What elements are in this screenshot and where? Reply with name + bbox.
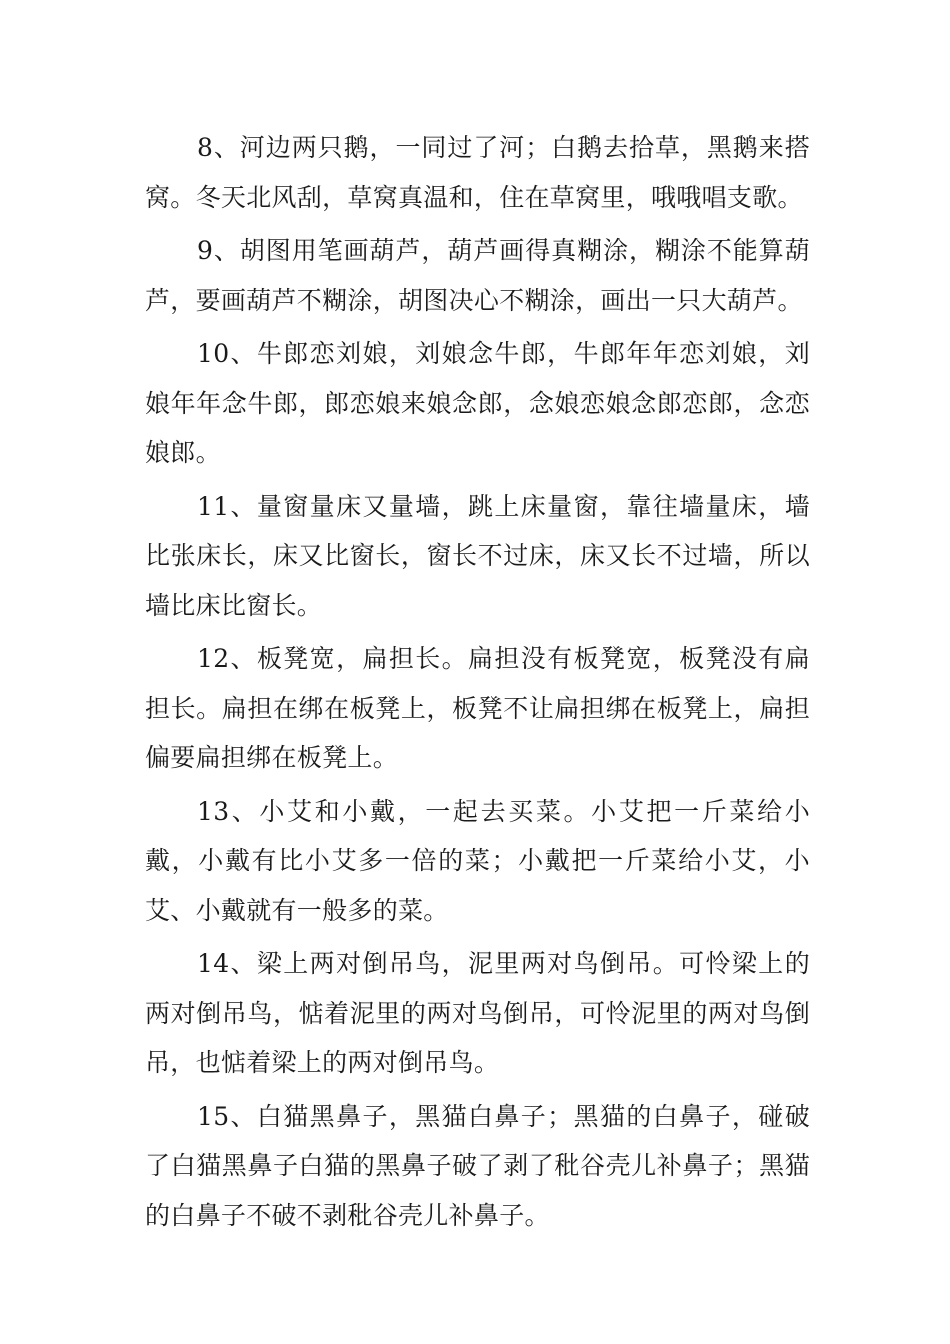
paragraph-item-12: 12、板凳宽，扁担长。扁担没有板凳宽，板凳没有扁担长。扁担在绑在板凳上，板凳不让扁担绑在板凳上，扁担偏要扁担绑在板凳上。 — [145, 644, 810, 772]
paragraph-item-9: 9、胡图用笔画葫芦，葫芦画得真糊涂，糊涂不能算葫芦，要画葫芦不糊涂，胡图决心不糊涂，画出一只大葫芦。 — [145, 236, 810, 315]
paragraph-item-15: 15、白猫黑鼻子，黑猫白鼻子；黑猫的白鼻子，碰破了白猫黑鼻子白猫的黑鼻子破了剥了秕谷壳儿补鼻子；黑猫的白鼻子不破不剥秕谷壳儿补鼻子。 — [145, 1101, 810, 1230]
paragraph-item-13: 13、小艾和小戴，一起去买菜。小艾把一斤菜给小戴，小戴有比小艾多一倍的菜；小戴把一斤菜给小艾，小艾、小戴就有一般多的菜。 — [145, 796, 810, 925]
paragraph-item-10: 10、牛郎恋刘娘，刘娘念牛郎，牛郎年年恋刘娘，刘娘年年念牛郎，郎恋娘来娘念郎，念娘恋娘念郎恋郎，念恋娘郎。 — [145, 339, 810, 467]
paragraph-item-14: 14、梁上两对倒吊鸟，泥里两对鸟倒吊。可怜梁上的两对倒吊鸟，惦着泥里的两对鸟倒吊，可怜泥里的两对鸟倒吊，也惦着梁上的两对倒吊鸟。 — [145, 949, 810, 1077]
paragraph-item-11: 11、量窗量床又量墙，跳上床量窗，靠往墙量床，墙比张床长，床又比窗长，窗长不过床，床又长不过墙，所以墙比床比窗长。 — [145, 491, 810, 620]
paragraph-item-8: 8、河边两只鹅，一同过了河；白鹅去拾草，黑鹅来搭窝。冬天北风刮，草窝真温和，住在草窝里，哦哦唱支歌。 — [145, 133, 810, 212]
document-body — [145, 123, 810, 1244]
